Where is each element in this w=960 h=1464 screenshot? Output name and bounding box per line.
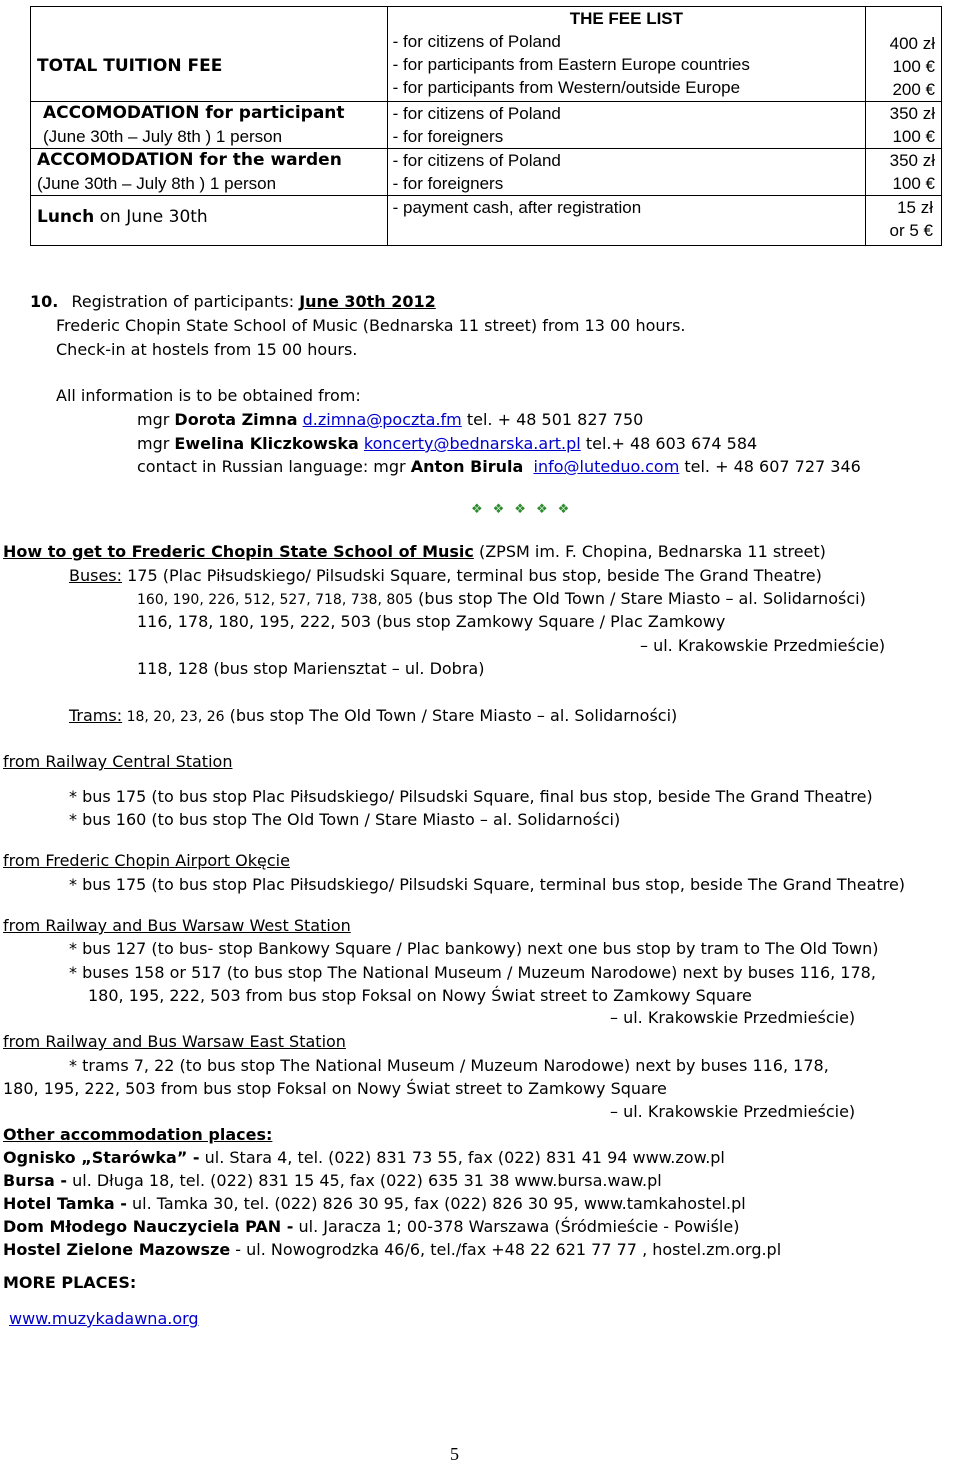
fee-list-header: THE FEE LIST: [569, 9, 684, 28]
accommodation-details: ul. Jaracza 1; 00-378 Warszawa (Śródmieście - Powiśle): [293, 1217, 740, 1236]
lunch-items-cell: [387, 196, 865, 246]
fee-price: or 5 €: [889, 221, 933, 240]
fee-price: 350 zł: [889, 104, 935, 123]
contact-email-link[interactable]: info@luteduo.com: [533, 457, 680, 476]
contact-email-link[interactable]: d.zimna@poczta.fm: [302, 410, 462, 429]
fee-price: 15 zł: [897, 198, 933, 217]
bus-line-1: [69, 566, 822, 586]
bus-line-2: [137, 589, 866, 610]
accommodation-name: Dom Młodego Nauczyciela PAN -: [3, 1217, 294, 1236]
registration-line: [30, 292, 436, 312]
fee-item: - payment cash, after registration: [392, 198, 642, 217]
accommodation-details: ul. Długa 18, tel. (022) 831 15 45, fax (022) 635 31 38 www.bursa.waw.pl: [67, 1171, 662, 1190]
fee-item: - for citizens of Poland: [392, 104, 561, 123]
tram-stop: (bus stop The Old Town / Stare Miasto – al. Solidarności): [224, 706, 678, 725]
contact-name: Anton Birula: [410, 457, 524, 476]
west-route-1: * bus 127 (to bus- stop Bankowy Square / Plac bankowy) next one bus stop by tram to The Old Town): [69, 939, 879, 958]
contact-2: [137, 434, 757, 454]
west-route-2b: 180, 195, 222, 503 from bus stop Foksal on Nowy Świat street to Zamkowy Square: [88, 986, 752, 1005]
buses-label: Buses:: [69, 566, 123, 585]
contact-prefix: mgr: [137, 434, 175, 453]
accommodation-name: Bursa -: [3, 1171, 68, 1190]
tuition-prices-cell: [866, 7, 942, 102]
checkin-time: Check-in at hostels from 15 00 hours.: [56, 340, 358, 359]
more-places-link[interactable]: www.muzykadawna.org: [9, 1309, 199, 1328]
west-route-2: * buses 158 or 517 (to bus stop The National Museum / Muzeum Narodowe) next by buses 116, 178,: [69, 963, 876, 982]
contact-phone: tel. + 48 501 827 750: [461, 410, 644, 429]
bus-route: 175 (Plac Piłsudskiego/ Pilsudski Square, terminal bus stop, beside The Grand Theatre): [122, 566, 822, 585]
accommodation-details: ul. Stara 4, tel. (022) 831 73 55, fax (022) 831 41 94 www.zow.pl: [199, 1148, 725, 1167]
bus-stop: (bus stop The Old Town / Stare Miasto – al. Solidarności): [413, 589, 866, 608]
acc-participant-label-cell: [31, 102, 388, 149]
accommodation-item: [3, 1194, 746, 1214]
acc-warden-label: ACCOMODATION for the warden: [37, 150, 342, 170]
page-number: 5: [450, 1444, 459, 1464]
directions-address: (ZPSM im. F. Chopina, Bednarska 11 street): [473, 542, 826, 561]
fee-table: [30, 6, 942, 246]
more-places-link-line: [9, 1309, 199, 1329]
tuition-label-cell: [31, 7, 388, 102]
lunch-prices-cell: [866, 196, 942, 246]
fee-price: 400 zł: [889, 34, 935, 53]
contact-phone: tel. + 48 607 727 346: [679, 457, 861, 476]
accommodation-name: Hotel Tamka -: [3, 1194, 127, 1213]
other-accommodation-title: Other accommodation places:: [3, 1125, 273, 1144]
east-route-1c: – ul. Krakowskie Przedmieście): [610, 1102, 856, 1121]
fee-item: - for foreigners: [392, 127, 504, 146]
airport-route-1: * bus 175 (to bus stop Plac Piłsudskiego/ Pilsudski Square, terminal bus stop, beside The Grand Theatre): [69, 875, 906, 894]
accommodation-item: [3, 1217, 739, 1237]
acc-participant-items-cell: [387, 102, 865, 149]
contact-3: [137, 457, 861, 477]
fee-price: 200 €: [892, 80, 935, 99]
tuition-items-cell: [387, 7, 865, 102]
acc-participant-label: ACCOMODATION for participant: [43, 103, 345, 123]
fee-item: - for citizens of Poland: [392, 32, 561, 51]
directions-title-line: [3, 542, 826, 562]
bus-numbers: 160, 190, 226, 512, 527, 718, 738, 805: [137, 592, 414, 608]
east-station-title: from Railway and Bus Warsaw East Station: [3, 1032, 346, 1051]
contact-prefix: mgr: [137, 410, 175, 429]
lunch-label: Lunch: [37, 207, 95, 227]
diamond-bullet-icon: ❖❖❖❖❖: [471, 502, 580, 517]
accommodation-name: Hostel Zielone Mazowsze: [3, 1240, 231, 1259]
contact-email-link[interactable]: koncerty@bednarska.art.pl: [363, 434, 581, 453]
fee-price: 100 €: [892, 127, 935, 146]
accommodation-item: [3, 1240, 781, 1260]
central-station-title: from Railway Central Station: [3, 752, 233, 771]
central-route-2: * bus 160 (to bus stop The Old Town / Stare Miasto – al. Solidarności): [69, 810, 621, 829]
tuition-label: TOTAL TUITION FEE: [37, 56, 223, 76]
more-places-label: MORE PLACES:: [3, 1273, 137, 1292]
acc-warden-items-cell: [387, 149, 865, 196]
contact-phone: tel.+ 48 603 674 584: [580, 434, 758, 453]
contact-1: [137, 410, 643, 430]
accommodation-item: [3, 1171, 662, 1191]
fee-item: - for citizens of Poland: [392, 151, 561, 170]
registration-venue: Frederic Chopin State School of Music (Bednarska 11 street) from 13 00 hours.: [56, 316, 686, 335]
fee-price: 350 zł: [889, 151, 935, 170]
contact-prefix: contact in Russian language: mgr: [137, 457, 411, 476]
trams-line: [69, 706, 677, 727]
contacts-intro: All information is to be obtained from:: [56, 386, 361, 405]
east-route-1: * trams 7, 22 (to bus stop The National Museum / Muzeum Narodowe) next by buses 116, 178,: [69, 1056, 829, 1075]
bus-line-4: 118, 128 (bus stop Mariensztat – ul. Dobra): [137, 659, 485, 678]
section-number: 10.: [30, 292, 59, 311]
fee-item: - for foreigners: [392, 174, 504, 193]
fee-price: 100 €: [892, 57, 935, 76]
central-route-1: * bus 175 (to bus stop Plac Piłsudskiego/ Pilsudski Square, final bus stop, beside The Grand Theatre): [69, 787, 873, 806]
east-route-1b: 180, 195, 222, 503 from bus stop Foksal on Nowy Świat street to Zamkowy Square: [3, 1079, 667, 1098]
tram-numbers: 18, 20, 23, 26: [122, 709, 225, 725]
registration-date: June 30th 2012: [299, 292, 436, 311]
fee-item: - for participants from Western/outside Europe: [392, 78, 741, 97]
acc-warden-label-cell: [31, 149, 388, 196]
acc-participant-dates: (June 30th – July 8th ) 1 person: [43, 127, 283, 146]
directions-title: How to get to Frederic Chopin State School of Music: [3, 542, 474, 561]
lunch-date: on June 30th: [94, 207, 208, 227]
fee-price: 100 €: [892, 174, 935, 193]
accommodation-details: - ul. Nowogrodzka 46/6, tel./fax +48 22 621 77 77 , hostel.zm.org.pl: [230, 1240, 782, 1259]
contact-name: Dorota Zimna: [174, 410, 298, 429]
airport-title: from Frederic Chopin Airport Okęcie: [3, 851, 290, 870]
fee-item: - for participants from Eastern Europe countries: [392, 55, 750, 74]
acc-warden-prices-cell: [866, 149, 942, 196]
accommodation-item: [3, 1148, 725, 1168]
west-route-2c: – ul. Krakowskie Przedmieście): [610, 1008, 856, 1027]
acc-warden-dates: (June 30th – July 8th ) 1 person: [37, 174, 277, 193]
trams-label: Trams:: [69, 706, 123, 725]
registration-title: Registration of participants:: [71, 292, 300, 311]
lunch-label-cell: [31, 196, 388, 246]
acc-participant-prices-cell: [866, 102, 942, 149]
bus-line-3b: – ul. Krakowskie Przedmieście): [640, 636, 886, 655]
west-station-title: from Railway and Bus Warsaw West Station: [3, 916, 351, 935]
contact-name: Ewelina Kliczkowska: [174, 434, 359, 453]
accommodation-name: Ognisko „Starówka” -: [3, 1148, 200, 1167]
bus-line-3: 116, 178, 180, 195, 222, 503 (bus stop Zamkowy Square / Plac Zamkowy: [137, 612, 726, 631]
accommodation-details: ul. Tamka 30, tel. (022) 826 30 95, fax (022) 826 30 95, www.tamkahostel.pl: [126, 1194, 746, 1213]
